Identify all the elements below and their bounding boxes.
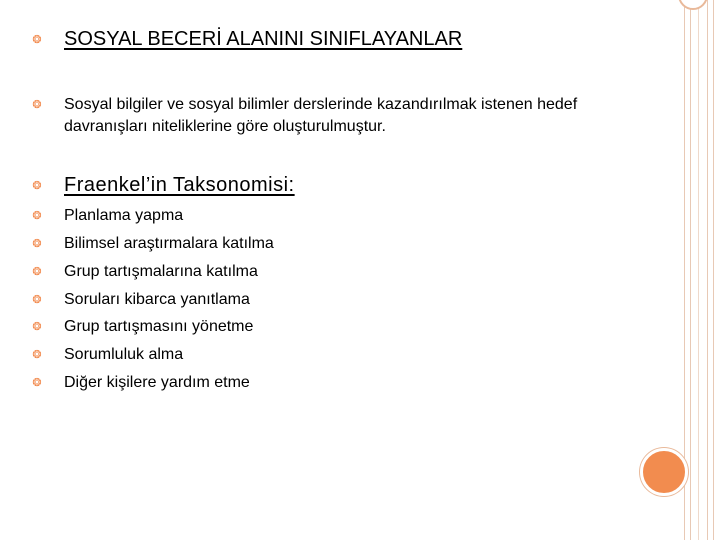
list-item: Sorumluluk alma bbox=[64, 346, 184, 363]
bullet-icon: ❂ bbox=[32, 320, 42, 333]
list-item: Grup tartışmasını yönetme bbox=[64, 318, 254, 335]
bullet-icon: ❂ bbox=[32, 348, 42, 361]
border-line bbox=[713, 0, 714, 540]
border-line bbox=[690, 0, 691, 540]
border-line bbox=[707, 0, 708, 540]
bullet-icon: ❂ bbox=[32, 376, 42, 389]
bullet-icon: ❂ bbox=[32, 33, 42, 46]
list-item: Bilimsel araştırmalara katılma bbox=[64, 235, 274, 252]
list-item: Diğer kişilere yardım etme bbox=[64, 374, 250, 391]
description-text: Sosyal bilgiler ve sosyal bilimler derslerinde kazandırılmak istenen hedef davranışları niteliklerine göre oluşturulmuştur. bbox=[64, 96, 578, 135]
bullet-icon: ❂ bbox=[32, 179, 42, 192]
bullet-icon: ❂ bbox=[32, 237, 42, 250]
bullet-icon: ❂ bbox=[32, 293, 42, 306]
bullet-icon: ❂ bbox=[32, 265, 42, 278]
bullet-icon: ❂ bbox=[32, 209, 42, 222]
list-item: Grup tartışmalarına katılma bbox=[64, 263, 258, 280]
decorative-orange-circle bbox=[640, 448, 688, 496]
list-item: Soruları kibarca yanıtlama bbox=[64, 291, 250, 308]
decorative-circle bbox=[678, 0, 708, 10]
taxonomy-heading: Fraenkel’in Taksonomisi: bbox=[64, 174, 295, 196]
list-item: Planlama yapma bbox=[64, 207, 184, 224]
bullet-icon: ❂ bbox=[32, 98, 42, 111]
border-line bbox=[698, 0, 699, 540]
slide-title: SOSYAL BECERİ ALANINI SINIFLAYANLAR bbox=[64, 28, 463, 50]
